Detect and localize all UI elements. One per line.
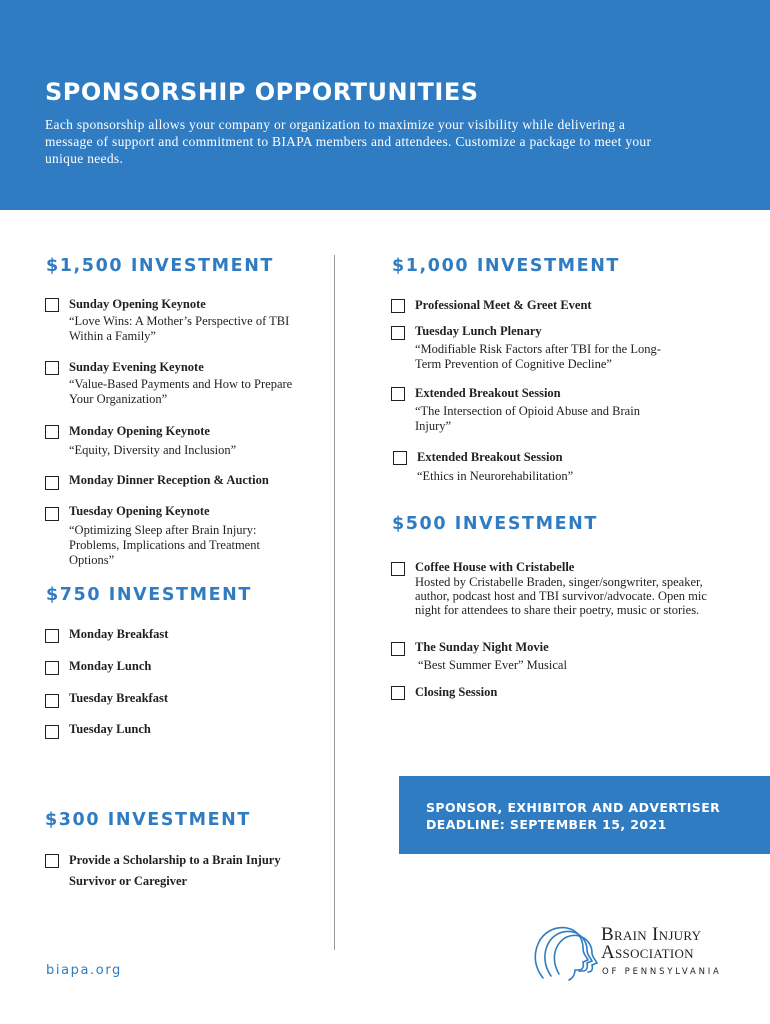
section-title-300: $300 INVESTMENT bbox=[45, 810, 251, 830]
section-title-1000: $1,000 INVESTMENT bbox=[392, 256, 620, 276]
item-title: The Sunday Night Movie bbox=[415, 640, 549, 654]
item-title: Sunday Evening Keynote bbox=[69, 360, 204, 374]
checkbox[interactable] bbox=[391, 642, 405, 656]
item-subtitle: “Equity, Diversity and Inclusion” bbox=[69, 443, 237, 457]
item-title: Tuesday Lunch Plenary bbox=[415, 324, 542, 338]
section-title-500: $500 INVESTMENT bbox=[392, 514, 598, 534]
checkbox[interactable] bbox=[393, 451, 407, 465]
head-profiles-icon bbox=[531, 918, 601, 982]
item-title: Monday Opening Keynote bbox=[69, 424, 210, 438]
section-title-750: $750 INVESTMENT bbox=[46, 585, 252, 605]
item-title: Tuesday Opening Keynote bbox=[69, 504, 210, 518]
item-title: Monday Breakfast bbox=[69, 627, 169, 641]
checkbox[interactable] bbox=[45, 661, 59, 675]
footer-url[interactable]: biapa.org bbox=[46, 963, 122, 978]
checkbox[interactable] bbox=[45, 629, 59, 643]
checkbox[interactable] bbox=[45, 361, 59, 375]
checkbox[interactable] bbox=[45, 507, 59, 521]
item-title: Extended Breakout Session bbox=[417, 450, 563, 464]
item-title: Closing Session bbox=[415, 685, 498, 699]
deadline-line-2: DEADLINE: SEPTEMBER 15, 2021 bbox=[426, 817, 667, 832]
header-description: Each sponsorship allows your company or organization to maximize your visibility while delivering a message of support and commitment to BIAPA members and attendees. Customize a package to meet your unique needs. bbox=[45, 117, 652, 166]
checkbox[interactable] bbox=[45, 725, 59, 739]
checkbox[interactable] bbox=[45, 854, 59, 868]
checkbox[interactable] bbox=[391, 326, 405, 340]
item-subtitle: “Love Wins: A Mother’s Perspective of TBI Within a Family” bbox=[69, 314, 290, 343]
item-title: Tuesday Breakfast bbox=[69, 691, 168, 705]
item-title: Professional Meet & Greet Event bbox=[415, 298, 592, 312]
checkbox[interactable] bbox=[45, 425, 59, 439]
logo-text-line3: OF PENNSYLVANIA bbox=[602, 967, 722, 977]
item-subtitle: “The Intersection of Opioid Abuse and Brain Injury” bbox=[415, 404, 640, 433]
item-subtitle: “Ethics in Neurorehabilitation” bbox=[417, 469, 574, 483]
item-subtitle: “Modifiable Risk Factors after TBI for the Long-Term Prevention of Cognitive Decline” bbox=[415, 342, 661, 371]
item-title: Sunday Opening Keynote bbox=[69, 297, 206, 311]
checkbox[interactable] bbox=[391, 562, 405, 576]
biapa-logo bbox=[531, 918, 731, 982]
logo-text-line1: Brain Injury bbox=[601, 924, 702, 945]
item-subtitle: “Best Summer Ever” Musical bbox=[418, 658, 567, 672]
header-banner bbox=[0, 0, 770, 210]
item-title-line2: Survivor or Caregiver bbox=[69, 874, 188, 888]
checkbox[interactable] bbox=[391, 299, 405, 313]
item-title: Provide a Scholarship to a Brain Injury bbox=[69, 853, 281, 867]
item-title: Monday Lunch bbox=[69, 659, 152, 673]
column-divider bbox=[334, 255, 335, 950]
item-title: Coffee House with Cristabelle bbox=[415, 560, 575, 574]
item-subtitle: “Optimizing Sleep after Brain Injury: Problems, Implications and Treatment Options” bbox=[69, 523, 260, 567]
item-subtitle: “Value-Based Payments and How to Prepare Your Organization” bbox=[69, 377, 293, 406]
item-subtitle: Hosted by Cristabelle Braden, singer/songwriter, speaker, author, podcast host and TBI survivor/advocate. Open mic night for attendees to share their poetry, music or stories. bbox=[415, 575, 707, 617]
checkbox[interactable] bbox=[45, 298, 59, 312]
deadline-banner bbox=[399, 776, 770, 854]
deadline-line-1: SPONSOR, EXHIBITOR AND ADVERTISER bbox=[426, 800, 721, 815]
logo-text-line2: Association bbox=[601, 942, 694, 963]
item-title: Monday Dinner Reception & Auction bbox=[69, 473, 269, 487]
item-title: Extended Breakout Session bbox=[415, 386, 561, 400]
section-title-1500: $1,500 INVESTMENT bbox=[46, 256, 274, 276]
checkbox[interactable] bbox=[391, 686, 405, 700]
checkbox[interactable] bbox=[45, 694, 59, 708]
checkbox[interactable] bbox=[45, 476, 59, 490]
page-title: SPONSORSHIP OPPORTUNITIES bbox=[45, 78, 479, 106]
checkbox[interactable] bbox=[391, 387, 405, 401]
item-title: Tuesday Lunch bbox=[69, 722, 151, 736]
